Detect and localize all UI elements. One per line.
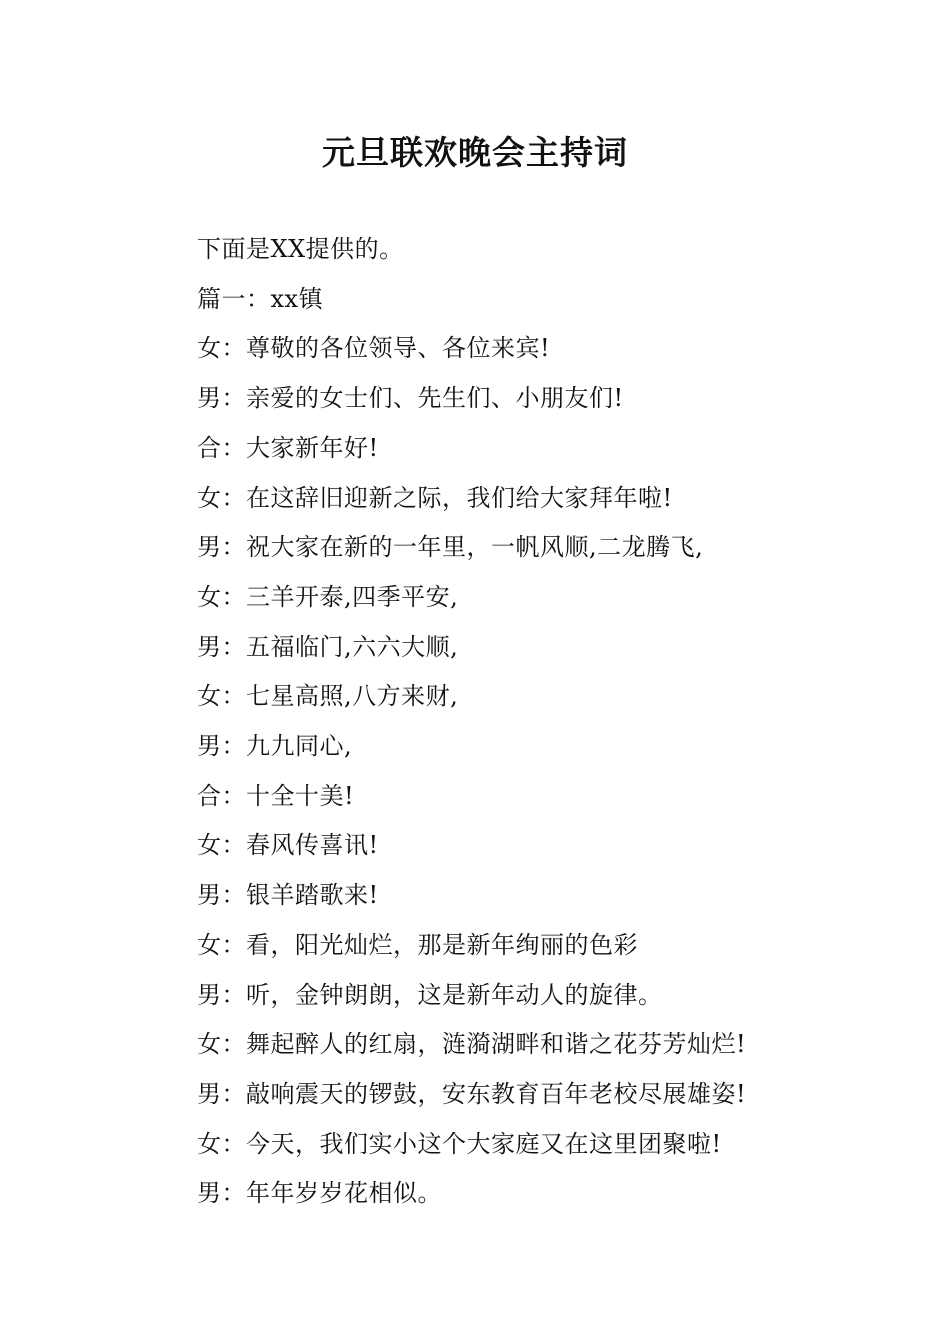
text-line: 男：年年岁岁花相似。 xyxy=(197,1179,442,1208)
text-line: 男：五福临门,六六大顺, xyxy=(197,632,459,661)
text-line: 男：亲爱的女士们、先生们、小朋友们! xyxy=(197,384,624,413)
document-title: 元旦联欢晚会主持词 xyxy=(322,133,628,172)
text-line: 男：银羊踏歌来! xyxy=(197,881,379,910)
text-line: 女：在这辞旧迎新之际，我们给大家拜年啦! xyxy=(197,483,673,512)
text-line: 女：看，阳光灿烂，那是新年绚丽的色彩 xyxy=(197,930,638,959)
text-line: 篇一：xx镇 xyxy=(197,284,324,313)
text-line: 合：大家新年好! xyxy=(197,433,379,462)
text-line: 女：七星高照,八方来财, xyxy=(197,682,459,711)
text-line: 女：今天，我们实小这个大家庭又在这里团聚啦! xyxy=(197,1129,722,1158)
text-line: 女：三羊开泰,四季平安, xyxy=(197,582,459,611)
text-line: 女：春风传喜讯! xyxy=(197,831,379,860)
text-line: 女：尊敬的各位领导、各位来宾! xyxy=(197,334,551,363)
text-line: 女：舞起醉人的红扇，涟漪湖畔和谐之花芬芳灿烂! xyxy=(197,1030,747,1059)
text-line: 男：九九同心, xyxy=(197,732,353,761)
text-line: 男：敲响震天的锣鼓，安东教育百年老校尽展雄姿! xyxy=(197,1079,747,1108)
document-body xyxy=(197,225,837,1219)
text-line: 男：听，金钟朗朗，这是新年动人的旋律。 xyxy=(197,980,663,1009)
text-line: 下面是XX提供的。 xyxy=(197,235,404,263)
text-line: 合：十全十美! xyxy=(197,781,355,810)
text-line: 男：祝大家在新的一年里，一帆风顺,二龙腾飞, xyxy=(197,533,704,562)
